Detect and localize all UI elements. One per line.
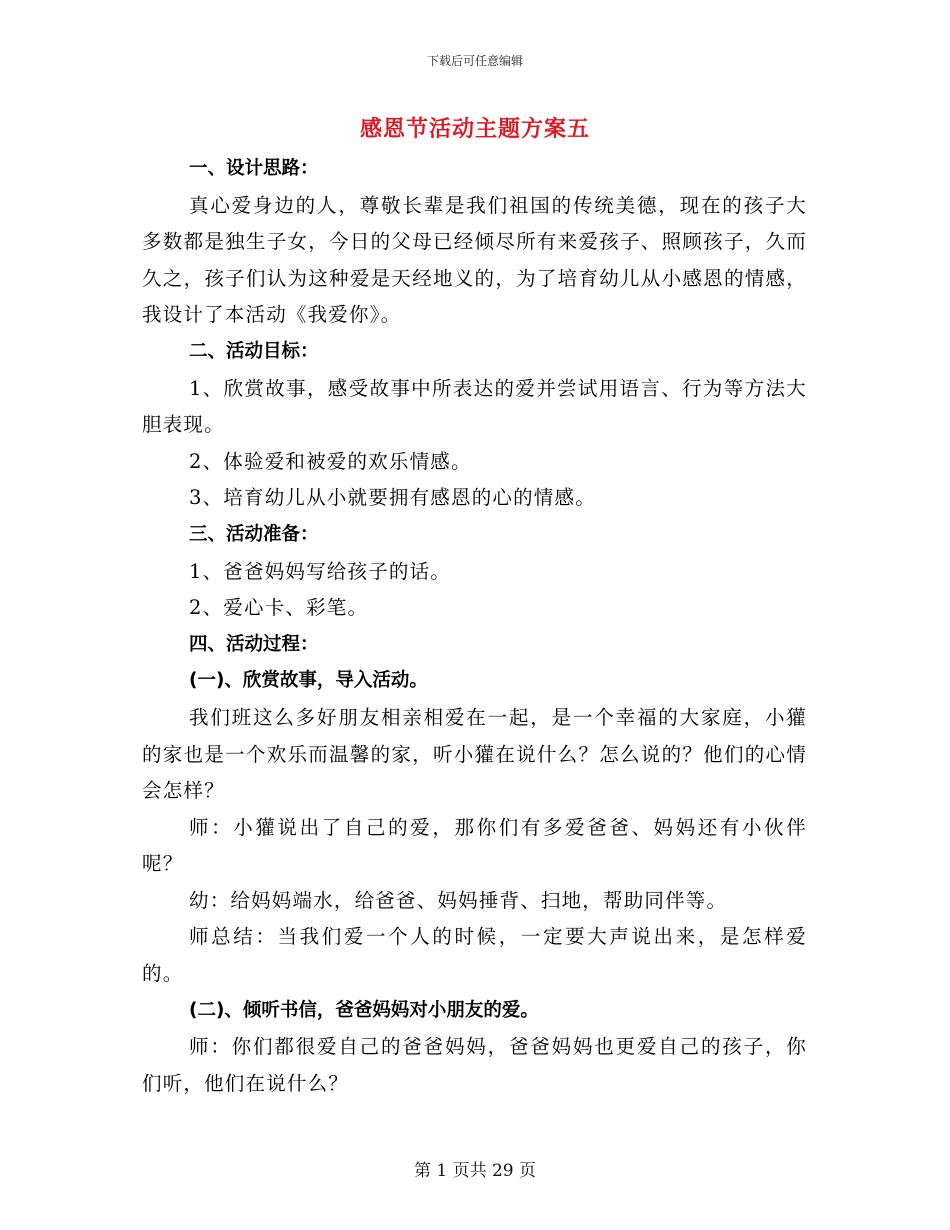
paragraph: 幼：给妈妈端水，给爸爸、妈妈捶背、扫地，帮助同伴等。 — [189, 888, 728, 912]
paragraph: 1、爸爸妈妈写给孩子的话。 — [189, 559, 452, 583]
paragraph: 1、欣赏故事，感受故事中所表达的爱并尝试用语言、行为等方法大胆表现。 — [142, 376, 807, 437]
section-heading: 二、活动目标： — [189, 340, 319, 362]
document-title: 感恩节活动主题方案五 — [359, 116, 590, 142]
paragraph: 3、培育幼儿从小就要拥有感恩的心的情感。 — [189, 486, 596, 510]
section-heading: 一、设计思路： — [189, 158, 319, 179]
paragraph: 师总结：当我们爱一个人的时候，一定要大声说出来，是怎样爱的。 — [142, 925, 807, 986]
paragraph: 真心爱身边的人，尊敬长辈是我们祖国的传统美德，现在的孩子大多数都是独生子女，今日的父母已经倾尽所有来爱孩子、照顾孩子，久而久之，孩子们认为这种爱是天经地义的，为了培育幼儿从小感恩的情感，我设计了本活动《我爱你》。 — [142, 193, 807, 327]
paragraph: 2、体验爱和被爱的欢乐情感。 — [189, 449, 472, 473]
subsection-heading: (一)、欣赏故事，导入活动。 — [189, 670, 428, 692]
paragraph: 师：你们都很爱自己的爸爸妈妈，爸爸妈妈也更爱自己的孩子，你们听，他们在说什么？ — [142, 1035, 807, 1095]
subsection-heading: (二)、倾听书信，爸爸妈妈对小朋友的爱。 — [189, 999, 539, 1021]
paragraph: 师：小獾说出了自己的爱，那你们有多爱爸爸、妈妈还有小伙伴呢？ — [142, 815, 807, 876]
header-note: 下载后可任意编辑 — [426, 54, 523, 68]
page-number: 第 1 页共 29 页 — [413, 1161, 537, 1181]
document-body — [142, 151, 807, 1102]
paragraph: 2、爱心卡、彩笔。 — [189, 596, 369, 620]
section-heading: 三、活动准备： — [189, 523, 319, 545]
section-heading: 四、活动过程： — [189, 633, 319, 655]
paragraph: 我们班这么多好朋友相亲相爱在一起，是一个幸福的大家庭，小獾的家也是一个欢乐而温馨的家，听小獾在说什么？怎么说的？他们的心情会怎样？ — [142, 705, 807, 803]
